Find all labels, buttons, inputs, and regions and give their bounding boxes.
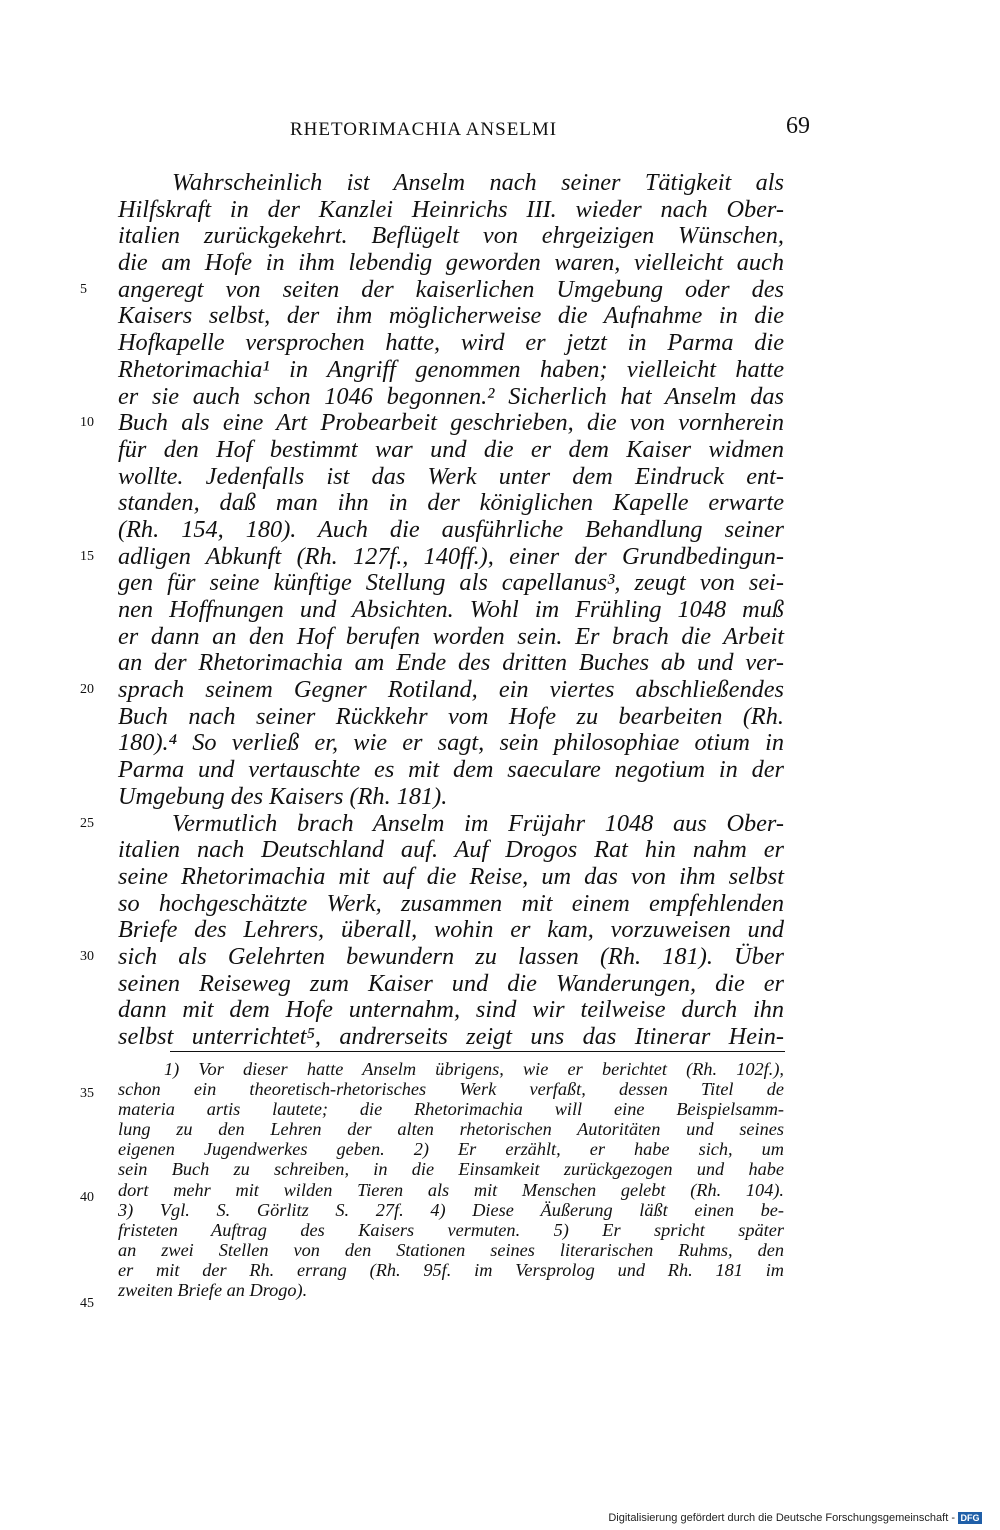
text-line: Hilfskraft in der Kanzlei Heinrichs III. wieder nach Ober- (118, 195, 784, 223)
line-number: 10 (80, 415, 94, 430)
line-number: 20 (80, 682, 94, 697)
text-line: seine Rhetorimachia mit auf die Reise, um das von ihm selbst (118, 862, 784, 890)
footnote-line: zweiten Briefe an Drogo). (118, 1280, 308, 1301)
running-title: RHETORIMACHIA ANSELMI (290, 119, 558, 140)
footnote-line: lung zu den Lehren der alten rhetorischen Autoritäten und seines (118, 1119, 784, 1140)
text-line: (Rh. 154, 180). Auch die ausführliche Behandlung seiner (118, 515, 784, 543)
line-number: 5 (80, 282, 87, 297)
text-line: adligen Abkunft (Rh. 127f., 140ff.), einer der Grundbedingun- (118, 542, 784, 570)
line-number: 45 (80, 1296, 94, 1311)
text-line: er dann an den Hof berufen worden sein. Er brach die Arbeit (118, 622, 784, 650)
line-number: 25 (80, 816, 94, 831)
text-line: angeregt von seiten der kaiserlichen Umgebung oder des (118, 275, 784, 303)
text-line: wollte. Jedenfalls ist das Werk unter dem Eindruck ent- (118, 462, 784, 490)
footnote-line: er mit der Rh. errang (Rh. 95f. im Versprolog und Rh. 181 im (118, 1259, 784, 1280)
footnote-divider (170, 1051, 785, 1052)
text-line: Kaisers selbst, der ihm möglicherweise die Aufnahme in die (118, 302, 784, 330)
text-line: Wahrscheinlich ist Anselm nach seiner Tätigkeit als (172, 169, 784, 196)
text-line: italien nach Deutschland auf. Auf Drogos Rat hin nahm er (118, 836, 784, 864)
digitization-credit (608, 1512, 982, 1524)
text-line: gen für seine künftige Stellung als capellanus³, zeugt von sei- (118, 569, 784, 597)
text-line: dann mit dem Hofe unternahm, sind wir teilweise durch ihn (118, 996, 784, 1024)
line-number: 35 (80, 1086, 94, 1101)
footnote-line: 1) Vor dieser hatte Anselm übrigens, wie er berichtet (Rh. 102f.), (164, 1059, 784, 1079)
text-line: Vermutlich brach Anselm im Früjahr 1048 aus Ober- (172, 809, 784, 837)
text-line: 180).⁴ So verließ er, wie er sagt, sein philosophiae otium in (118, 729, 784, 757)
text-line: Briefe des Lehrers, überall, wohin er kam, vorzuweisen und (118, 916, 784, 944)
footnote-line: sein Buch zu schreiben, in die Einsamkeit zurückgezogen und habe (118, 1159, 784, 1180)
line-number: 40 (80, 1190, 94, 1205)
text-line: Hofkapelle versprochen hatte, wird er jetzt in Parma die (118, 329, 784, 357)
text-line: Buch nach seiner Rückkehr vom Hofe zu bearbeiten (Rh. (118, 702, 784, 730)
text-line: für den Hof bestimmt war und die er dem Kaiser widmen (118, 435, 784, 463)
text-line: Umgebung des Kaisers (Rh. 181). (118, 782, 448, 810)
text-line: sprach seinem Gegner Rotiland, ein viertes abschließendes (118, 676, 784, 704)
footnote-line: materia artis lautete; die Rhetorimachia will eine Beispielsamm- (118, 1099, 784, 1120)
footnote-line: dort mehr mit wilden Tieren als mit Menschen gelebt (Rh. 104). (118, 1179, 784, 1200)
page-number: 69 (786, 113, 810, 139)
running-header (270, 113, 810, 147)
text-line: so hochgeschätzte Werk, zusammen mit einem empfehlenden (118, 889, 784, 917)
footnote-line: fristeten Auftrag des Kaisers vermuten. 5) Er spricht später (118, 1219, 784, 1240)
footnote-line: 3) Vgl. S. Görlitz S. 27f. 4) Diese Äußerung läßt einen be- (118, 1199, 784, 1220)
text-line: er sie auch schon 1046 begonnen.² Sicherlich hat Anselm das (118, 382, 784, 410)
text-line: seinen Reiseweg zum Kaiser und die Wanderungen, die er (118, 969, 784, 997)
footnotes (118, 1059, 784, 1300)
main-text (118, 170, 784, 1051)
text-line: sich als Gelehrten bewundern zu lassen (Rh. 181). Über (118, 942, 784, 970)
text-line: nen Hoffnungen und Absichten. Wohl im Frühling 1048 muß (118, 596, 784, 623)
footnote-line: eigenen Jugendwerkes geben. 2) Er erzählt, er habe sich, um (118, 1139, 784, 1160)
text-line: Buch als eine Art Probearbeit geschrieben, die von vornherein (118, 409, 784, 437)
text-line: Parma und vertauschte es mit dem saeculare negotium in der (118, 756, 784, 784)
text-line: standen, daß man ihn in der königlichen Kapelle erwarte (118, 489, 784, 517)
footnote-line: an zwei Stellen von den Stationen seines literarischen Ruhms, den (118, 1239, 784, 1260)
credit-text: Digitalisierung gefördert durch die Deutsche Forschungsgemeinschaft - (608, 1512, 955, 1524)
line-number: 15 (80, 549, 94, 564)
text-line: Rhetorimachia¹ in Angriff genommen haben; vielleicht hatte (118, 355, 784, 383)
text-line: die am Hofe in ihm lebendig geworden waren, vielleicht auch (118, 249, 784, 277)
text-line: an der Rhetorimachia am Ende des dritten Buches ab und ver- (118, 649, 784, 677)
footnote-line: schon ein theoretisch-rhetorisches Werk verfaßt, dessen Titel de (118, 1079, 784, 1100)
text-line: selbst unterrichtet⁵, andrerseits zeigt uns das Itinerar Hein- (118, 1023, 784, 1050)
line-number: 30 (80, 949, 94, 964)
dfg-logo-icon: DFG (958, 1512, 982, 1524)
text-line: italien zurückgekehrt. Beflügelt von ehrgeizigen Wünschen, (118, 222, 784, 250)
